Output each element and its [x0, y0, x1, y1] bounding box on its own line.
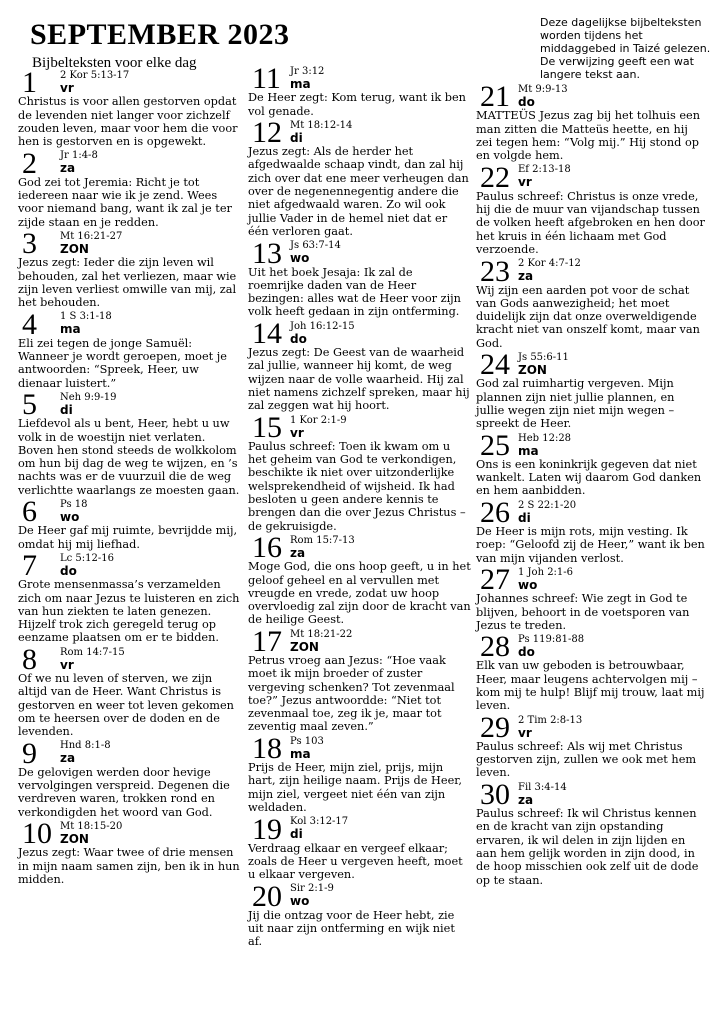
weekday-label: do: [60, 563, 77, 578]
weekday-label: vr: [518, 175, 532, 190]
bible-reference: Rom 14:7-15: [60, 646, 125, 658]
bible-reference: Fil 3:4-14: [518, 781, 567, 793]
verse-text: Jezus zegt: Waar twee of drie mensen in mijn naam samen zijn, ben ik in hun midden.: [18, 846, 240, 886]
intro-note: Deze dagelijkse bijbelteksten worden tijdens het middaggebed in Taizé gelezen. De verwijzing geeft een wat langere tekst aan.: [540, 16, 711, 81]
day-number: 5: [22, 388, 37, 422]
bible-reference: Mt 18:15-20: [60, 820, 123, 832]
weekday-label: wo: [290, 894, 310, 909]
bible-reference: Jr 1:4-8: [60, 150, 98, 162]
column-3: [476, 80, 706, 889]
bible-reference: Mt 18:12-14: [290, 119, 353, 131]
verse-text: Eli zei tegen de jonge Samuël: Wanneer je wordt geroepen, moet je antwoorden: “Spreek, Heer, uw dienaar luistert.”: [18, 336, 227, 390]
verse-text: De Heer is mijn rots, mijn vesting. Ik roep: “Geloofd zij de Heer,” want ik ben van mijn vijanden verlost.: [476, 525, 705, 565]
day-entry: [248, 410, 471, 533]
day-entry: [248, 116, 471, 238]
verse-text: Jij die ontzag voor de Heer hebt, zie uit naar zijn ontferming en wijk niet af.: [248, 908, 455, 949]
day-entry: [476, 348, 706, 431]
day-number: 1: [22, 66, 37, 100]
day-number: 15: [252, 410, 282, 444]
day-entry: [18, 549, 244, 645]
bible-reference: Kol 3:12-17: [290, 816, 349, 828]
weekday-label: do: [518, 645, 535, 660]
verse-text: Wij zijn een aarden pot voor de schat van Gods aanwezigheid; het moet duidelijk zijn dat onze overweldigende kracht niet van onszelf komt, maar van God.: [476, 283, 700, 350]
weekday-label: vr: [518, 725, 532, 740]
bible-reference: Mt 9:9-13: [518, 84, 568, 95]
day-entry: [248, 62, 471, 118]
day-number: 14: [252, 317, 282, 351]
verse-text: God zal ruimhartig vergeven. Mijn plannen zijn niet jullie plannen, en jullie wegen zijn niet mijn wegen – spreekt de Heer.: [476, 377, 675, 431]
day-entry: [476, 563, 706, 632]
day-entry: [248, 732, 471, 814]
day-number: 3: [22, 227, 37, 261]
verse-text: Christus is voor allen gestorven opdat de levenden niet langer voor zichzelf zouden leven, maar voor hem die voor hen is gestorven en is opgewekt.: [18, 95, 238, 149]
day-number: 27: [480, 563, 510, 597]
verse-text: Prijs de Heer, mijn ziel, prijs, mijn hart, zijn heilige naam. Prijs de Heer, mijn ziel, vergeet niet één van zijn weldaden.: [248, 761, 463, 814]
weekday-label: ZON: [518, 363, 547, 378]
day-entry: [18, 66, 244, 149]
bible-reference: Rom 15:7-13: [290, 534, 355, 546]
verse-text: Paulus schreef: Als wij met Christus gestorven zijn, zullen we ook met hem leven.: [476, 739, 697, 780]
weekday-label: ma: [518, 443, 539, 458]
day-number: 19: [252, 812, 282, 846]
column-2: [248, 62, 471, 951]
day-entry: [248, 624, 471, 734]
day-entry: [248, 317, 471, 413]
verse-text: Grote mensenmassa’s verzamelden zich om naar Jezus te luisteren en zich van hun ziekten te laten genezen. Hijzelf trok zich geregeld terug op eenzame plaatsen om er te bidden.: [18, 578, 240, 645]
day-number: 6: [22, 495, 37, 529]
weekday-label: do: [290, 331, 307, 346]
day-number: 16: [252, 531, 282, 565]
day-number: 21: [480, 80, 510, 114]
day-entry: [476, 160, 706, 256]
day-number: 25: [480, 428, 510, 462]
verse-text: Jezus zegt: Ieder die zijn leven wil behouden, zal het verliezen, maar wie zijn leven verliest omwille van mij, zal het behouden.: [18, 256, 237, 310]
day-entry: [248, 812, 471, 882]
day-number: 9: [22, 736, 37, 770]
verse-text: De Heer zegt: Kom terug, want ik ben vol genade.: [248, 91, 466, 118]
day-number: 23: [480, 254, 510, 288]
bible-reference: Js 55:6-11: [518, 352, 569, 364]
bible-reference: 1 Kor 2:1-9: [290, 414, 347, 426]
weekday-label: do: [518, 95, 535, 109]
weekday-label: vr: [290, 425, 304, 440]
verse-text: Paulus schreef: Toen ik kwam om u het geheim van God te verkondigen, beschikte ik niet over uitzonderlijke welsprekendheid of wijsheid. Ik had besloten u geen andere kennis te brengen dan die over Jezus Christus – de gekruisigde.: [248, 439, 466, 533]
day-entry: [476, 630, 706, 713]
day-entry: [18, 388, 244, 497]
verse-text: De gelovigen werden door hevige vervolgingen verspreid. Degenen die verdreven waren, trokken rond en verkondigden het woord van God.: [18, 765, 230, 819]
verse-text: MATTEÜS Jezus zag bij het tolhuis een man zitten die Matteüs heette, en hij zei tegen hem: “Volg mij.” Hij stond op en volgde hem.: [476, 109, 701, 163]
bible-reference: Ps 18: [60, 499, 88, 511]
day-entry: [18, 642, 244, 739]
day-number: 30: [480, 778, 510, 812]
verse-text: Uit het boek Jesaja: Ik zal de roemrijke daden van de Heer bezingen: alles wat de Heer voor zijn volk heeft gedaan in zijn ontferming.: [248, 265, 461, 319]
bible-reference: Joh 16:12-15: [290, 320, 355, 332]
bible-reference: Jr 3:12: [290, 66, 325, 77]
day-number: 13: [252, 236, 282, 270]
day-entry: [248, 879, 471, 949]
weekday-label: vr: [60, 81, 74, 95]
page-title: SEPTEMBER 2023: [30, 18, 290, 51]
bible-reference: 2 Tim 2:8-13: [518, 714, 583, 726]
bible-reference: Mt 18:21-22: [290, 628, 353, 640]
day-number: 29: [480, 710, 510, 744]
day-number: 26: [480, 496, 510, 530]
verse-text: De Heer gaf mij ruimte, bevrijdde mij, omdat hij mij liefhad.: [18, 524, 238, 551]
weekday-label: za: [290, 545, 306, 560]
day-number: 10: [22, 817, 52, 851]
verse-text: Jezus zegt: De Geest van de waarheid zal jullie, wanneer hij komt, de weg wijzen naar de volle waarheid. Hij zal niet namens zichzelf spreken, maar hij zal zeggen wat hij hoort.: [248, 346, 470, 413]
day-entry: [476, 428, 706, 498]
verse-text: Paulus schreef: Christus is onze vrede, hij die de muur van vijandschap tussen de volken heeft afgebroken en hen door het kruis in één lichaam met God verzoende.: [476, 189, 705, 256]
day-entry: [476, 778, 706, 887]
bible-reference: Ps 103: [290, 735, 324, 747]
weekday-label: vr: [60, 657, 74, 672]
verse-text: Johannes schreef: Wie zegt in God te blijven, behoort in de voetsporen van Jezus te treden.: [476, 592, 690, 632]
weekday-label: ZON: [60, 241, 89, 256]
weekday-label: di: [60, 402, 73, 417]
day-entry: [18, 736, 244, 819]
day-number: 7: [22, 549, 37, 583]
day-number: 20: [252, 879, 282, 913]
day-number: 8: [22, 642, 37, 676]
verse-text: God zei tot Jeremia: Richt je tot iedereen naar wie ik je zend. Wees voor niemand bang, want ik zal je ter zijde staan en je redden.: [18, 175, 232, 229]
day-number: 22: [480, 160, 510, 194]
weekday-label: ma: [60, 322, 81, 337]
day-entry: [18, 817, 244, 886]
verse-text: Ons is een koninkrijk gegeven dat niet wankelt. Laten wij daarom God danken en hem aanbidden.: [476, 457, 702, 498]
bible-reference: Sir 2:1-9: [290, 883, 334, 895]
weekday-label: wo: [518, 577, 538, 592]
weekday-label: di: [290, 130, 303, 145]
day-entry: [248, 236, 471, 319]
day-entry: [18, 227, 244, 310]
weekday-label: ZON: [290, 639, 319, 654]
weekday-label: wo: [290, 251, 310, 266]
verse-text: Of we nu leven of sterven, we zijn altijd van de Heer. Want Christus is gestorven en weer tot leven gekomen om te heersen over de doden en de levenden.: [18, 671, 234, 739]
weekday-label: ma: [290, 746, 311, 761]
day-number: 17: [252, 624, 282, 658]
bible-reference: Ef 2:13-18: [518, 164, 571, 176]
weekday-label: za: [60, 751, 76, 766]
day-number: 18: [252, 732, 282, 766]
day-number: 2: [22, 146, 37, 180]
bible-reference: Heb 12:28: [518, 432, 572, 444]
weekday-label: ma: [290, 77, 311, 91]
day-entry: [18, 146, 244, 229]
day-entry: [18, 307, 244, 390]
day-number: 11: [252, 62, 281, 96]
day-entry: [476, 254, 706, 350]
bible-reference: 2 Kor 5:13-17: [60, 70, 130, 81]
verse-text: Elk van uw geboden is betrouwbaar, Heer, maar leugens achtervolgen mij – kom mij te hulp! Blijf mij trouw, laat mij leven.: [476, 659, 705, 713]
verse-text: Moge God, die ons hoop geeft, u in het geloof geheel en al vervullen met vreugde en vrede, zodat uw hoop overvloedig zal zijn door de kracht van de heilige Geest.: [248, 560, 471, 627]
page-subtitle: Bijbelteksten voor elke dag: [32, 55, 197, 71]
bible-reference: Js 63:7-14: [290, 240, 341, 252]
bible-reference: 1 S 3:1-18: [60, 311, 112, 323]
day-number: 12: [252, 116, 282, 150]
day-entry: [476, 80, 706, 163]
day-entry: [248, 531, 471, 627]
bible-reference: 2 S 22:1-20: [518, 499, 577, 511]
weekday-label: za: [518, 269, 534, 284]
bible-reference: Hnd 8:1-8: [60, 740, 111, 752]
verse-text: Petrus vroeg aan Jezus: “Hoe vaak moet ik mijn broeder of zuster vergeving schenken? Tot zevenmaal toe?” Jezus antwoordde: “Niet tot zevenmaal toe, zeg ik je, maar tot zeventig maal zeven.”: [248, 653, 455, 734]
day-number: 24: [480, 348, 510, 382]
bible-reference: Mt 16:21-27: [60, 230, 123, 242]
bible-reference: Lc 5:12-16: [60, 552, 114, 564]
weekday-label: za: [518, 792, 534, 807]
bible-reference: 2 Kor 4:7-12: [518, 258, 581, 270]
bible-reference: Neh 9:9-19: [60, 391, 117, 403]
weekday-label: di: [518, 510, 531, 525]
verse-text: Liefdevol als u bent, Heer, hebt u uw volk in de woestijn niet verlaten. Boven hen stond steeds de wolkkolom om hun bij dag de weg te wijzen, en ’s nachts was er de vuurzuil die de weg verlichtte waarlangs ze moesten gaan.: [18, 417, 240, 497]
verse-text: Jezus zegt: Als de herder het afgedwaalde schaap vindt, dan zal hij zich over dat ene meer verheugen dan over de negenennegentig andere die niet afgedwaald waren. Zo wil ook jullie Vader in de hemel niet dat er één verloren gaat.: [248, 145, 469, 238]
day-entry: [18, 495, 244, 551]
day-number: 28: [480, 630, 510, 664]
day-entry: [476, 710, 706, 780]
column-1: [18, 66, 244, 888]
weekday-label: za: [60, 161, 76, 176]
weekday-label: wo: [60, 510, 80, 525]
day-entry: [476, 496, 706, 565]
weekday-label: di: [290, 827, 303, 842]
verse-text: Verdraag elkaar en vergeef elkaar; zoals de Heer u vergeven heeft, moet u elkaar vergeven.: [248, 841, 463, 882]
bible-reference: 1 Joh 2:1-6: [518, 566, 574, 578]
bible-reference: Ps 119:81-88: [518, 634, 585, 646]
day-number: 4: [22, 307, 37, 341]
weekday-label: ZON: [60, 831, 89, 846]
verse-text: Paulus schreef: Ik wil Christus kennen en de kracht van zijn opstanding ervaren, ik wil delen in zijn lijden en aan hem gelijk worden in zijn dood, in de hoop misschien ook zelf uit de dode op te staan.: [476, 807, 699, 887]
